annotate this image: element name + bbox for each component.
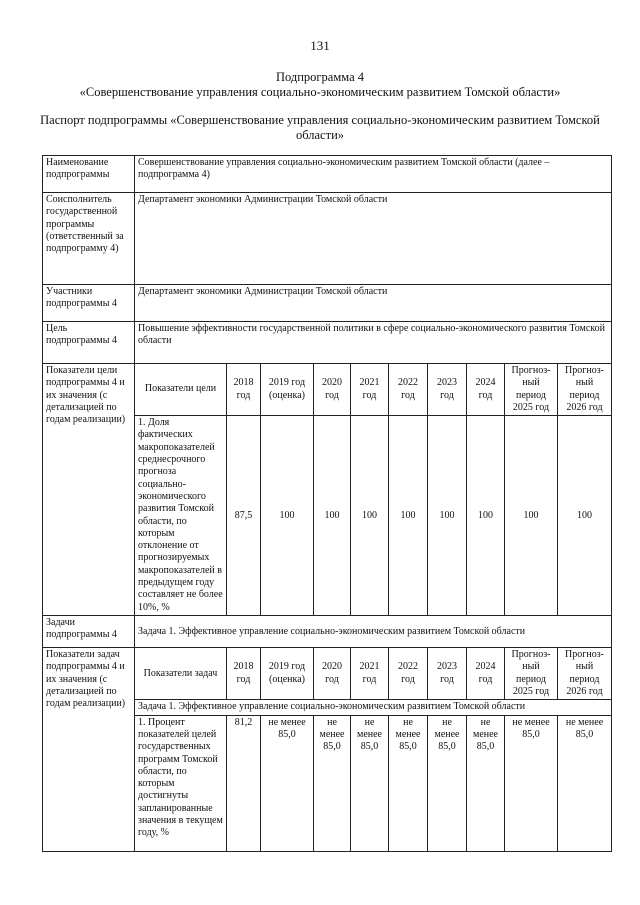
- task-value-cell: не менее 85,0: [351, 715, 389, 851]
- subprogram-name: «Совершенствование управления социально-экономическим развитием Томской области»: [79, 85, 561, 99]
- task-indicators-label: Показатели задач подпрограммы 4 и их значения (с детализацией по годам реализации): [43, 648, 135, 851]
- row-participants: [43, 285, 612, 322]
- name-label: Наименование подпрограммы: [43, 156, 135, 193]
- goal-value-cell: 100: [351, 416, 389, 616]
- goal-header-cell: Показатели цели: [135, 364, 227, 416]
- row-name: [43, 156, 612, 193]
- tasks-label: Задачи подпрограммы 4: [43, 616, 135, 648]
- task-value-cell: не менее 85,0: [314, 715, 351, 851]
- goal-header-cell: 2021 год: [351, 364, 389, 416]
- task-header-cell: 2018 год: [227, 648, 261, 700]
- task-header-cell: 2024 год: [467, 648, 505, 700]
- task-header-cell: 2022 год: [389, 648, 428, 700]
- task-indicator-name: 1. Процент показателей целей государственных программ Томской области, по которым достигнуты запланированные значения в текущем году, %: [135, 715, 227, 851]
- task-header-cell: 2021 год: [351, 648, 389, 700]
- goal-indicators-header-row: [43, 364, 612, 416]
- task-indicators-header-row: [43, 648, 612, 700]
- tasks-value: Задача 1. Эффективное управление социально-экономическим развитием Томской области: [135, 616, 612, 648]
- goal-indicators-label: Показатели цели подпрограммы 4 и их значения (с детализацией по годам реализации): [43, 364, 135, 616]
- goal-header-cell: 2018 год: [227, 364, 261, 416]
- goal-header-cell: 2022 год: [389, 364, 428, 416]
- passport-table: [42, 155, 612, 852]
- task-value-cell: не менее 85,0: [558, 715, 612, 851]
- goal-header-cell: Прогноз-ный период 2026 год: [558, 364, 612, 416]
- row-goal: [43, 322, 612, 364]
- goal-header-cell: 2024 год: [467, 364, 505, 416]
- page-number: 131: [310, 38, 330, 53]
- task-header-cell: 2019 год (оценка): [261, 648, 314, 700]
- task-header-cell: Показатели задач: [135, 648, 227, 700]
- coexecutor-label: Соисполнитель государственной программы (ответственный за подпрограмму 4): [43, 193, 135, 285]
- participants-label: Участники подпрограммы 4: [43, 285, 135, 322]
- task-header-cell: Прогноз-ный период 2026 год: [558, 648, 612, 700]
- goal-value: Повышение эффективности государственной политики в сфере социально-экономического развития Томской области: [135, 322, 612, 364]
- task-caption: Задача 1. Эффективное управление социально-экономическим развитием Томской области: [135, 700, 612, 715]
- task-value-cell: не менее 85,0: [261, 715, 314, 851]
- goal-value-cell: 100: [389, 416, 428, 616]
- task-header-cell: 2020 год: [314, 648, 351, 700]
- task-value-cell: не менее 85,0: [467, 715, 505, 851]
- goal-value-cell: 87,5: [227, 416, 261, 616]
- goal-header-cell: 2023 год: [428, 364, 467, 416]
- participants-value: Департамент экономики Администрации Томской области: [135, 285, 612, 322]
- goal-value-cell: 100: [314, 416, 351, 616]
- goal-value-cell: 100: [261, 416, 314, 616]
- goal-value-cell: 100: [505, 416, 558, 616]
- goal-value-cell: 100: [428, 416, 467, 616]
- goal-value-cell: 100: [558, 416, 612, 616]
- coexecutor-value: Департамент экономики Администрации Томской области: [135, 193, 612, 285]
- task-value-cell: не менее 85,0: [389, 715, 428, 851]
- goal-header-cell: 2019 год (оценка): [261, 364, 314, 416]
- task-value-cell: не менее 85,0: [505, 715, 558, 851]
- row-coexecutor: [43, 193, 612, 285]
- subprogram-title: Подпрограмма 4: [275, 70, 365, 84]
- task-value-cell: не менее 85,0: [428, 715, 467, 851]
- task-value-cell: 81,2: [227, 715, 261, 851]
- task-header-cell: Прогноз-ный период 2025 год: [505, 648, 558, 700]
- goal-header-cell: 2020 год: [314, 364, 351, 416]
- subprogram-heading: [0, 70, 640, 100]
- name-value: Совершенствование управления социально-экономическим развитием Томской области (далее – подпрограмма 4): [135, 156, 612, 193]
- goal-header-cell: Прогноз-ный период 2025 год: [505, 364, 558, 416]
- passport-title: Паспорт подпрограммы «Совершенствование управления социально-экономическим развитием Томской области»: [40, 113, 600, 142]
- task-header-cell: 2023 год: [428, 648, 467, 700]
- goal-value-cell: 100: [467, 416, 505, 616]
- goal-label: Цель подпрограммы 4: [43, 322, 135, 364]
- goal-indicator-name: 1. Доля фактических макропоказателей среднесрочного прогноза социально-экономического развития Томской области, по которым отклонение от прогнозируемых макропоказателей в предыдущем году составляет не более 10%, %: [135, 416, 227, 616]
- row-tasks: [43, 616, 612, 648]
